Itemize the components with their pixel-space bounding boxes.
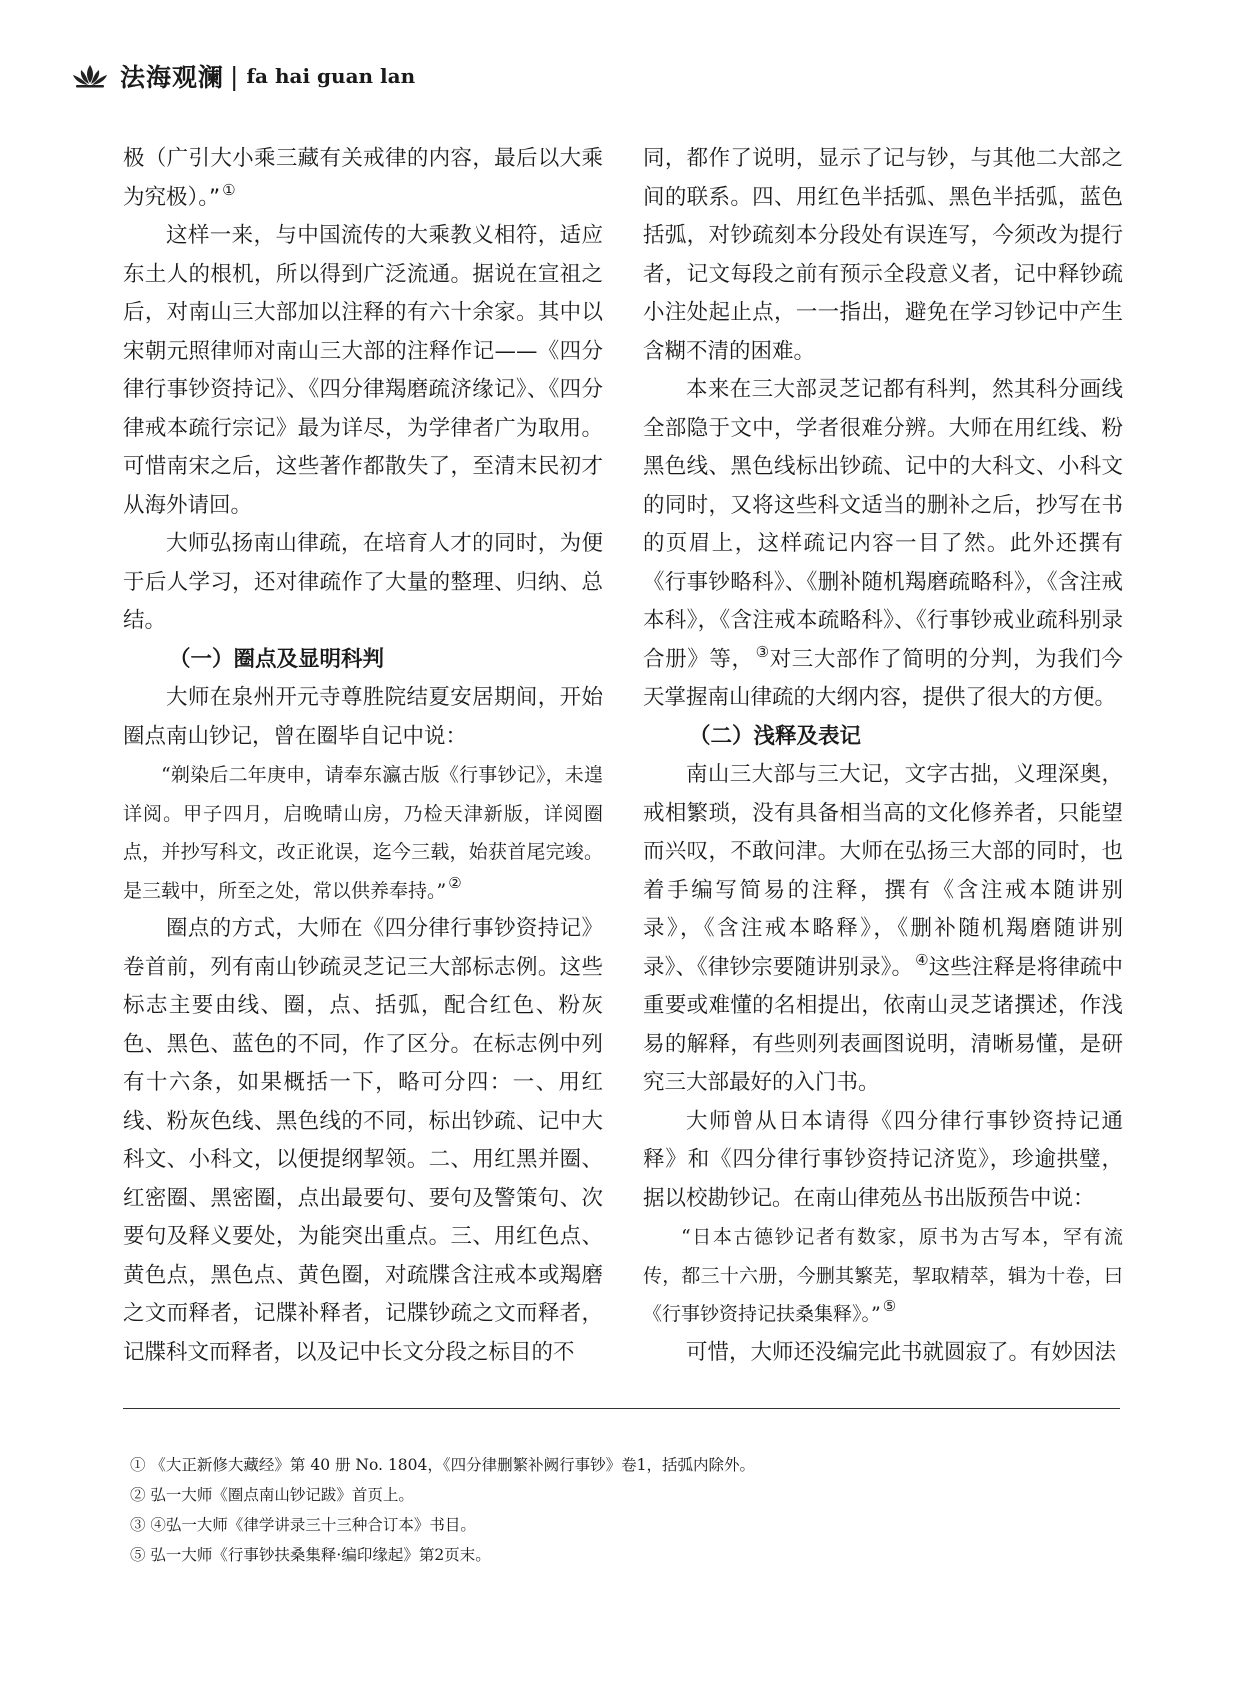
left-column (123, 140, 603, 1372)
header-title-zh: 法海观澜 (120, 63, 225, 92)
footnote-ref[interactable]: ① (222, 180, 236, 199)
block-quote: “日本古德钞记者有数家，原书为古写本，罕有流传，都三十六册，今删其繁芜，挈取精萃，辑为十卷，曰《行事钞资持记扶桑集释》。” ⑤ (643, 1226, 1123, 1325)
footnotes (130, 1450, 1120, 1570)
page-header (70, 58, 415, 94)
footnote: ② 弘一大师《圈点南山钞记跋》首页上。 (130, 1486, 414, 1504)
paragraph: 可惜，大师还没编完此书就圆寂了。有妙因法 (686, 1339, 1117, 1365)
footnote: ① 《大正新修大藏经》第 40 册 No. 1804，《四分律删繁补阙行事钞》卷1，括弧内除外。 (130, 1456, 755, 1474)
section-heading: （一）圈点及显明科判 (169, 646, 385, 672)
paragraph: 这样一来，与中国流传的大乘教义相符，适应东土人的根机，所以得到广泛流通。据说在宣祖之后，对南山三大部加以注释的有六十余家。其中以宋朝元照律师对南山三大部的注释作记——《四分律行事钞资持记》、《四分律羯磨疏济缘记》、《四分律戒本疏行宗记》最为详尽，为学律者广为取用。可惜南宋之后，这些著作都散失了，至清末民初才从海外请回。 (123, 223, 603, 518)
section-heading: （二）浅释及表记 (689, 723, 862, 749)
footnote-divider (123, 1408, 1120, 1409)
footnote: ③ ④弘一大师《律学讲录三十三种合订本》书目。 (130, 1516, 476, 1534)
right-column (643, 140, 1123, 1372)
footnote-ref[interactable]: ③ (755, 642, 770, 661)
paragraph: 圈点的方式，大师在《四分律行事钞资持记》卷首前，列有南山钞疏灵芝记三大部标志例。这些标志主要由线、圈，点、括弧，配合红色、粉灰色、黑色、蓝色的不同，作了区分。在标志例中列有十六条，如果概括一下，略可分四：一、用红线、粉灰色线、黑色线的不同，标出钞疏、记中大科文、小科文，以便提纲挈领。二、用红黑并圈、红密圈、黑密圈，点出最要句、要句及警策句、次要句及释义要处，为能突出重点。三、用红色点、黄色点，黑色点、黄色圈，对疏牒含注戒本或羯磨之文而释者，记牒补释者，记牒钞疏之文而释者，记牒科文而释者，以及记中长文分段之标目的不 (123, 916, 603, 1365)
footnote-ref[interactable]: ④ (915, 950, 929, 969)
block-quote: “剃染后二年庚申，请奉东瀛古版《行事钞记》，未遑详阅。甲子四月，启晚晴山房，乃检天津新版，详阅圈点，并抄写科文，改正讹误，迄今三载，始获首尾完竣。是三载中，所至之处，常以供养奉持。” ② (123, 764, 603, 902)
paragraph: 极（广引大小乘三藏有关戒律的内容，最后以大乘为究极）。” ① (123, 146, 603, 210)
paragraph: 大师在泉州开元寺尊胜院结夏安居期间，开始圈点南山钞记，曾在圈毕自记中说： (123, 685, 603, 749)
header-separator: | (230, 61, 239, 91)
paragraph: 大师曾从日本请得《四分律行事钞资持记通释》和《四分律行事钞资持记济览》，珍逾拱璧，据以校勘钞记。在南山律苑丛书出版预告中说： (643, 1108, 1123, 1211)
lotus-icon (70, 63, 110, 89)
footnote: ⑤ 弘一大师《行事钞扶桑集释·编印缘起》第2页末。 (130, 1546, 491, 1564)
footnote-ref[interactable]: ⑤ (882, 1297, 897, 1315)
header-title-en: fa hai guan lan (246, 64, 416, 88)
paragraph: 南山三大部与三大记，文字古拙，义理深奥，戒相繁琐，没有具备相当高的文化修养者，只能望而兴叹，不敢问津。大师在弘扬三大部的同时，也着手编写简易的注释，撰有《含注戒本随讲别录》，《含注戒本略释》，《删补随机羯磨随讲别录》、《律钞宗要随讲别录》。 ④这些注释是将律疏中重要或难懂的名相提出，依南山灵芝诸撰述，作浅易的解释，有些则列表画图说明，清晰易懂，是研究三大部最好的入门书。 (643, 762, 1123, 1095)
paragraph: 同，都作了说明，显示了记与钞，与其他二大部之间的联系。四、用红色半括弧、黑色半括弧，蓝色括弧，对钞疏刻本分段处有误连写，今须改为提行者，记文每段之前有预示全段意义者，记中释钞疏小注处起止点，一一指出，避免在学习钞记中产生含糊不清的困难。 (643, 146, 1123, 364)
footnote-ref[interactable]: ② (448, 873, 462, 892)
paragraph: 大师弘扬南山律疏，在培育人才的同时，为便于后人学习，还对律疏作了大量的整理、归纳、总结。 (123, 531, 603, 633)
paragraph: 本来在三大部灵芝记都有科判，然其科分画线全部隐于文中，学者很难分辨。大师在用红线、粉黑色线、黑色线标出钞疏、记中的大科文、小科文的同时，又将这些科文适当的删补之后，抄写在书的页眉上，这样疏记内容一目了然。此外还撰有《行事钞略科》、《删补随机羯磨疏略科》，《含注戒本科》，《含注戒本疏略科》、《行事钞戒业疏科别录合册》等， ③对三大部作了简明的分判，为我们今天掌握南山律疏的大纲内容，提供了很大的方便。 (643, 377, 1123, 710)
